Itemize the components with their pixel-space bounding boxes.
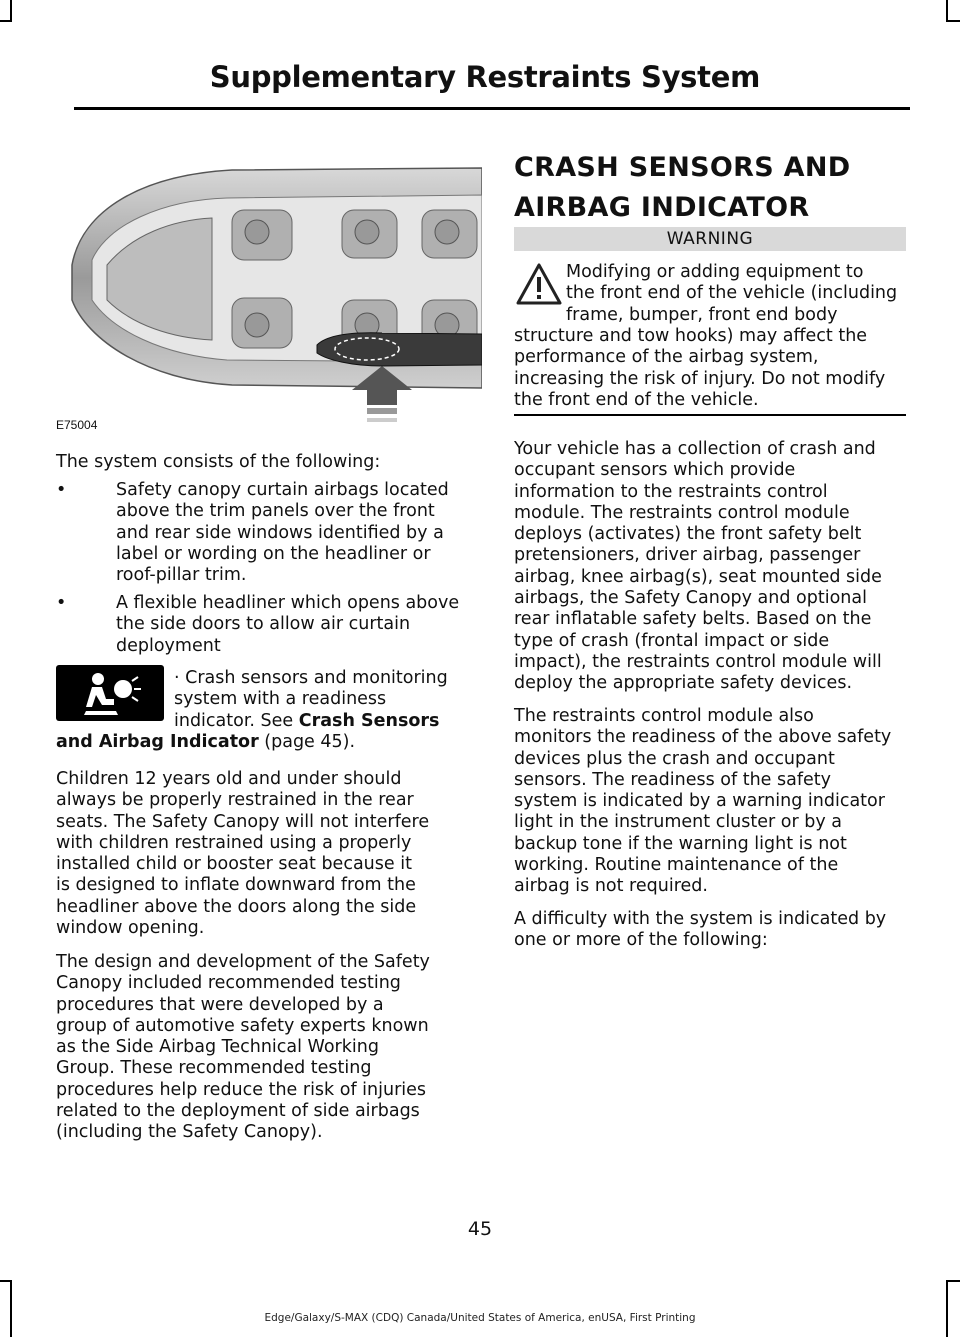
text-line: frame, bumper, front end body — [566, 304, 838, 325]
text-line: A flexible headliner which opens above — [116, 593, 460, 613]
figure-code: E75004 — [56, 418, 98, 432]
text-line: pretensioners, driver airbag, passenger — [514, 545, 861, 566]
bullet-item — [56, 480, 476, 590]
warning-triangle-icon — [516, 262, 562, 306]
text-line: as the Side Airbag Technical Working — [56, 1037, 379, 1058]
footer-text: Edge/Galaxy/S-MAX (CDQ) Canada/United States of America, enUSA, First Printing — [264, 1312, 696, 1324]
text-line: headliner above the doors along the side — [56, 896, 417, 917]
airbag-warning-icon — [56, 665, 164, 721]
text-line: the front end of the vehicle. — [514, 389, 759, 410]
heading-line: CRASH SENSORS AND — [514, 152, 851, 183]
text-line: system is indicated by a warning indicator — [514, 791, 885, 812]
crop-mark-br-h — [946, 1280, 960, 1282]
page-number: 45 — [467, 1218, 493, 1240]
text-line — [174, 711, 474, 732]
crop-mark-tl-v — [10, 0, 12, 22]
text-line: Canopy included recommended testing — [56, 973, 401, 994]
cross-reference-line — [56, 732, 476, 753]
icon-description — [174, 668, 474, 732]
text-line: monitors the readiness of the above safety — [514, 727, 892, 748]
text-line: deploy the appropriate safety devices. — [514, 673, 853, 694]
header-rule — [74, 107, 910, 110]
bullet-item — [56, 593, 476, 659]
paragraph-design — [56, 952, 476, 1144]
text-line: devices plus the crash and occupant — [514, 748, 835, 769]
page-header-title: Supplementary Restraints System — [209, 60, 760, 94]
warning-text — [514, 326, 906, 411]
text-line: working. Routine maintenance of the — [514, 855, 839, 876]
paragraph-children — [56, 769, 476, 939]
warning-rule — [514, 414, 906, 416]
text-line: A difficulty with the system is indicated by — [514, 909, 887, 929]
text-line: group of automotive safety experts known — [56, 1015, 429, 1036]
text-line: occupant sensors which provide — [514, 460, 796, 481]
bullet-text — [116, 480, 476, 586]
text-line: always be properly restrained in the rear — [56, 790, 414, 811]
text-line: Your vehicle has a collection of crash and — [514, 439, 876, 459]
bullet-marker: • — [56, 480, 67, 500]
text-line: procedures that were developed by a — [56, 994, 384, 1015]
text-line: airbag, knee airbag(s), seat mounted side — [514, 566, 882, 587]
text-line: above the trim panels over the front — [116, 501, 435, 522]
text-line: the front end of the vehicle (including — [566, 283, 898, 304]
vehicle-airbag-illustration — [52, 140, 482, 432]
text-line: with children restrained using a properly — [56, 832, 412, 853]
text-line: type of crash (frontal impact or side — [514, 630, 830, 651]
text-line: Group. These recommended testing — [56, 1058, 372, 1079]
intro-text: The system consists of the following: — [56, 452, 381, 472]
text-line: related to the deployment of side airbags — [56, 1101, 420, 1122]
text-line: Safety canopy curtain airbags located — [116, 480, 449, 500]
warning-text-indented — [566, 262, 908, 326]
text-line: and rear side windows identified by a — [116, 522, 444, 543]
text-line: information to the restraints control — [514, 481, 828, 502]
text-line: window opening. — [56, 918, 205, 939]
text-line: system with a readiness — [174, 689, 387, 710]
text-line: procedures help reduce the risk of injuries — [56, 1079, 427, 1100]
crop-mark-tr-v — [946, 0, 948, 22]
paragraph-sensors — [514, 439, 906, 695]
text-line: (including the Safety Canopy). — [56, 1122, 323, 1143]
crop-mark-tr-h — [946, 20, 960, 22]
text-line: performance of the airbag system, — [514, 347, 819, 368]
paragraph-difficulty — [514, 909, 906, 952]
page-ref: (page 45). — [258, 732, 356, 752]
text-line: is designed to inflate downward from the — [56, 875, 416, 896]
bullet-marker: • — [56, 593, 67, 613]
section-heading — [514, 148, 850, 228]
text-line: The design and development of the Safety — [56, 952, 430, 972]
text-line: deployment — [116, 635, 221, 656]
text-line: backup tone if the warning light is not — [514, 833, 847, 854]
text-line: structure and tow hooks) may affect the — [514, 326, 868, 346]
crop-mark-bl-v — [10, 1280, 12, 1337]
text-line: · Crash sensors and monitoring — [174, 668, 448, 688]
text-line: seats. The Safety Canopy will not interfere — [56, 811, 430, 832]
text-line: module. The restraints control module — [514, 502, 850, 523]
text-line: Modifying or adding equipment to — [566, 262, 864, 282]
text-line: installed child or booster seat because it — [56, 854, 412, 875]
heading-line: AIRBAG INDICATOR — [514, 192, 810, 223]
bullet-text — [116, 593, 476, 657]
warning-label: WARNING — [514, 227, 906, 251]
text-line: the side doors to allow air curtain — [116, 614, 411, 635]
crop-mark-br-v — [946, 1280, 948, 1337]
text-line: impact), the restraints control module will — [514, 651, 882, 672]
text-line: rear inflatable safety belts. Based on the — [514, 609, 872, 630]
text-line: The restraints control module also — [514, 706, 814, 726]
text-line: label or wording on the headliner or — [116, 543, 431, 564]
cross-reference-link[interactable]: and Airbag Indicator — [56, 732, 259, 752]
text-line: roof-pillar trim. — [116, 565, 247, 586]
text-line: airbag is not required. — [514, 876, 708, 897]
text-span: indicator. See — [174, 710, 299, 731]
text-line: sensors. The readiness of the safety — [514, 769, 831, 790]
paragraph-monitoring — [514, 706, 906, 898]
text-line: Children 12 years old and under should — [56, 769, 402, 789]
text-line: deploys (activates) the front safety belt — [514, 524, 862, 545]
text-line: airbags, the Safety Canopy and optional — [514, 588, 867, 609]
crop-mark-tl-h — [0, 20, 12, 22]
text-line: one or more of the following: — [514, 930, 768, 951]
text-line: increasing the risk of injury. Do not modify — [514, 368, 886, 389]
text-line: light in the instrument cluster or by a — [514, 812, 842, 833]
cross-reference-link[interactable]: Crash Sensors — [298, 710, 440, 731]
crop-mark-bl-h — [0, 1280, 12, 1282]
